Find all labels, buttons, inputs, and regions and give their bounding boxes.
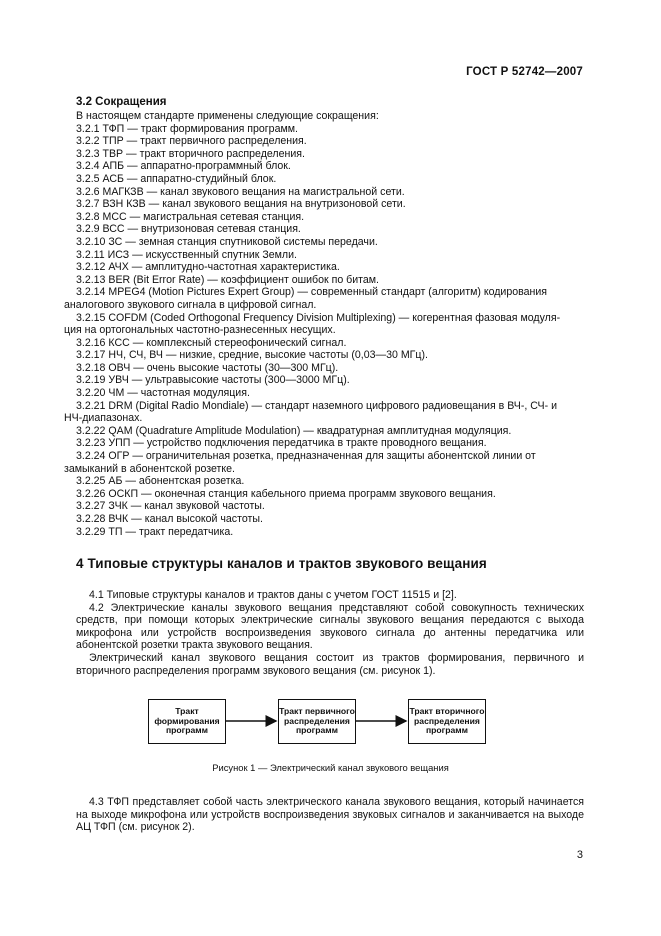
abbr-item: 3.2.10 ЗС — земная станция спутниковой системы передачи. [76,235,378,248]
abbr-item: 3.2.26 ОСКП — оконечная станция кабельного приема программ звукового вещания. [76,487,496,500]
abbr-item: 3.2.7 ВЗН КЗВ — канал звукового вещания на внутризоновой сети. [76,198,406,211]
abbr-item: 3.2.22 QAM (Quadrature Amplitude Modulation) — квадратурная амплитудная модуляция. [76,424,512,437]
abbr-item: 3.2.19 УВЧ — ультравысокие частоты (300—3000 МГц). [76,374,350,387]
abbr-item-continuation: ция на ортогональных частотно-разнесенных несущих. [64,324,336,337]
abbr-item: 3.2.4 АПБ — аппаратно-программный блок. [76,160,291,173]
abbr-item: 3.2.12 АЧХ — амплитудно-частотная характеристика. [76,261,340,274]
page-number: 3 [576,849,583,861]
abbr-item: 3.2.29 ТП — тракт передатчика. [76,525,234,538]
abbreviations-list [64,110,584,538]
abbr-item: 3.2.6 МАГКЗВ — канал звукового вещания на магистральной сети. [76,185,405,198]
abbr-item: 3.2.15 COFDM (Coded Orthogonal Frequency Division Multiplexing) — когерентная фазовая модуля- [76,311,561,324]
document-header: ГОСТ Р 52742—2007 [466,66,583,78]
paragraph-4-2: 4.2 Электрические каналы звукового вещания представляют собой совокупность технических средств, при помощи которых электрические сигналы звукового вещания передаются с выхода микрофона или устройств воспроизведения звукового сигнала до антенны передатчика или абонентской розетки тракта звукового вещания. [76,601,584,652]
paragraph-4-1: 4.1 Типовые структуры каналов и трактов даны с учетом ГОСТ 11515 и [2]. [89,589,457,601]
abbr-item: 3.2.9 ВСС — внутризоновая сетевая станция. [76,223,301,236]
section-intro: В настоящем стандарте применены следующие сокращения: [76,110,379,122]
abbr-item: 3.2.28 ВЧК — канал высокой частоты. [76,513,263,525]
abbr-item-continuation: аналогового звукового сигнала в цифровой сигнал. [64,298,317,311]
abbr-item: 3.2.25 АБ — абонентская розетка. [76,475,245,488]
paragraph-4-3: 4.3 ТФП представляет собой часть электрического канала звукового вещания, который начинается на выходе микрофона или устройств воспроизведения звуковых сигналов и заканчивается на выходе АЦ ТФП (см. рисунок 2). [76,796,584,834]
abbr-item: 3.2.14 MPEG4 (Motion Pictures Expert Group) — современный стандарт (алгоритм) кодирования [76,286,548,299]
diagram-box-primary: Тракт первичного распределения программ [278,699,356,744]
abbr-item: 3.2.17 НЧ, СЧ, ВЧ — низкие, средние, высокие частоты (0,03—30 МГц). [76,349,428,362]
abbr-item: 3.2.18 ОВЧ — очень высокие частоты (30—300 МГц). [76,361,339,374]
abbr-item: 3.2.8 МСС — магистральная сетевая станция. [76,210,305,223]
abbr-item: 3.2.21 DRM (Digital Radio Mondiale) — стандарт наземного цифрового радиовещания в ВЧ-, СЧ- и [76,399,558,412]
abbr-item-continuation: НЧ-диапазонах. [64,412,143,425]
abbr-item: 3.2.24 ОГР — ограничительная розетка, предназначенная для защиты абонентской линии от [76,450,536,463]
diagram-box-secondary: Тракт вторичного распределения программ [408,699,486,744]
section-4-body [76,589,584,677]
abbr-item-continuation: замыканий в абонентской розетке. [64,462,235,475]
paragraph-channel: Электрический канал звукового вещания состоит из трактов формирования, первичного и вторичного распределения программ звукового вещания (см. рисунок 1). [76,651,584,677]
abbr-item: 3.2.1 ТФП — тракт формирования программ. [76,122,298,135]
abbr-item: 3.2.20 ЧМ — частотная модуляция. [76,387,250,400]
figure-1-caption: Рисунок 1 — Электрический канал звукового вещания [212,762,449,773]
abbr-item: 3.2.27 ЗЧК — канал звуковой частоты. [76,500,265,513]
abbr-item: 3.2.2 ТПР — тракт первичного распределения. [76,135,307,148]
abbr-item: 3.2.23 УПП — устройство подключения передатчика в тракте проводного вещания. [76,437,487,450]
abbr-item: 3.2.16 КСС — комплексный стереофонический сигнал. [76,336,347,349]
paragraph-4-3-block [76,796,584,834]
abbr-item: 3.2.11 ИСЗ — искусственный спутник Земли. [76,248,297,261]
section-3-2-title: 3.2 Сокращения [76,96,167,108]
figure-1-diagram [148,699,486,744]
section-4-title: 4 Типовые структуры каналов и трактов звукового вещания [76,556,487,571]
abbr-item: 3.2.3 ТВР — тракт вторичного распределения. [76,147,305,160]
abbr-item: 3.2.5 АСБ — аппаратно-студийный блок. [76,172,277,185]
diagram-box-formation: Тракт формирования программ [148,699,226,744]
abbr-item: 3.2.13 BER (Bit Error Rate) — коэффициент ошибок по битам. [76,273,380,286]
